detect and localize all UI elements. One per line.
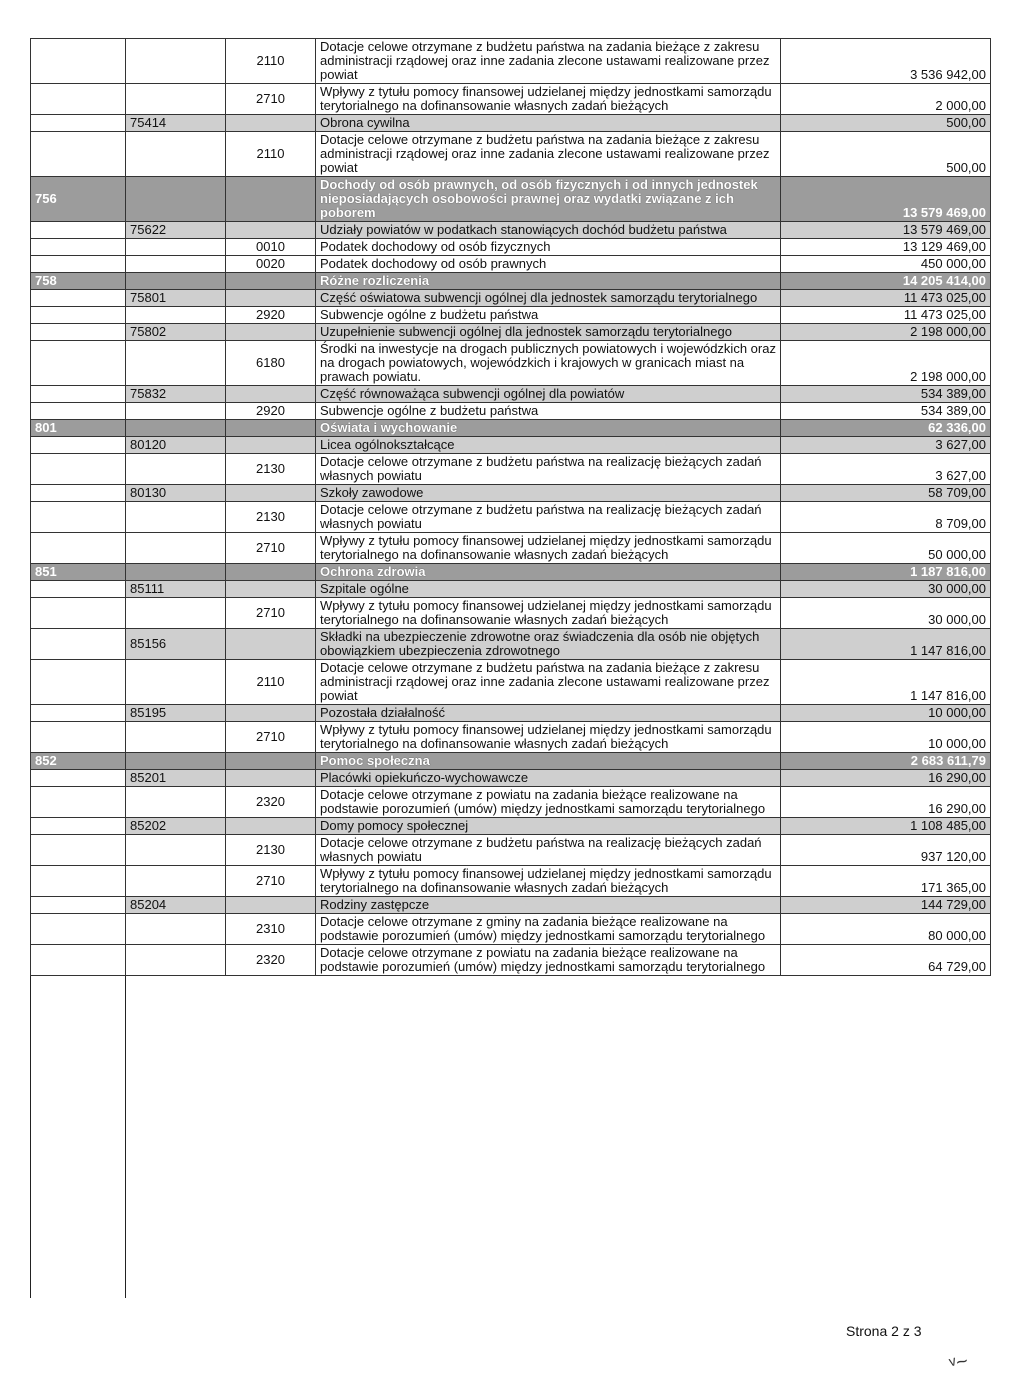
description: Pozostała działalność (316, 705, 781, 722)
division-code (31, 945, 126, 976)
paragraph-row (31, 914, 991, 945)
division-code (31, 705, 126, 722)
paragraph-code (226, 770, 316, 787)
paragraph-code: 2710 (226, 866, 316, 897)
chapter-code (126, 239, 226, 256)
paragraph-row (31, 84, 991, 115)
amount: 30 000,00 (781, 598, 991, 629)
chapter-code: 85111 (126, 581, 226, 598)
description: Różne rozliczenia (316, 273, 781, 290)
paragraph-row (31, 132, 991, 177)
amount: 11 473 025,00 (781, 290, 991, 307)
paragraph-code (226, 420, 316, 437)
chapter-code: 75832 (126, 386, 226, 403)
description: Obrona cywilna (316, 115, 781, 132)
paragraph-row (31, 533, 991, 564)
paragraph-row (31, 787, 991, 818)
paragraph-code (226, 564, 316, 581)
paragraph-code: 2130 (226, 835, 316, 866)
amount: 3 627,00 (781, 437, 991, 454)
division-code (31, 581, 126, 598)
amount: 10 000,00 (781, 705, 991, 722)
description: Szkoły zawodowe (316, 485, 781, 502)
chapter-code (126, 598, 226, 629)
division-code (31, 629, 126, 660)
description: Dotacje celowe otrzymane z budżetu państwa na zadania bieżące z zakresu administracji rządowej oraz inne zadania zlecone ustawami realizowane przez powiat (316, 39, 781, 84)
chapter-code (126, 132, 226, 177)
paragraph-row (31, 835, 991, 866)
budget-income-table (30, 38, 991, 976)
division-code (31, 239, 126, 256)
chapter-row (31, 177, 991, 222)
chapter-code (126, 273, 226, 290)
division-code (31, 132, 126, 177)
paragraph-code: 2310 (226, 914, 316, 945)
division-code (31, 533, 126, 564)
division-code (31, 914, 126, 945)
paragraph-code: 2710 (226, 598, 316, 629)
chapter-code: 75801 (126, 290, 226, 307)
chapter-code: 80120 (126, 437, 226, 454)
division-code (31, 115, 126, 132)
chapter-code: 75802 (126, 324, 226, 341)
amount: 50 000,00 (781, 533, 991, 564)
subchapter-row (31, 629, 991, 660)
amount: 80 000,00 (781, 914, 991, 945)
description: Ochrona zdrowia (316, 564, 781, 581)
paragraph-row (31, 403, 991, 420)
paragraph-code: 2920 (226, 403, 316, 420)
description: Dochody od osób prawnych, od osób fizycznych i od innych jednostek nieposiadających osobowości prawnej oraz wydatki związane z ich poborem (316, 177, 781, 222)
subchapter-row (31, 437, 991, 454)
description: Wpływy z tytułu pomocy finansowej udzielanej między jednostkami samorządu terytorialnego na dofinansowanie własnych zadań bieżących (316, 533, 781, 564)
amount: 10 000,00 (781, 722, 991, 753)
chapter-code (126, 420, 226, 437)
amount: 2 000,00 (781, 84, 991, 115)
amount: 1 187 816,00 (781, 564, 991, 581)
paragraph-code (226, 581, 316, 598)
paragraph-code (226, 222, 316, 239)
subchapter-row (31, 770, 991, 787)
paragraph-code (226, 386, 316, 403)
division-code (31, 84, 126, 115)
description: Część oświatowa subwencji ogólnej dla jednostek samorządu terytorialnego (316, 290, 781, 307)
chapter-code (126, 787, 226, 818)
amount: 450 000,00 (781, 256, 991, 273)
paragraph-row (31, 945, 991, 976)
subchapter-row (31, 581, 991, 598)
description: Dotacje celowe otrzymane z budżetu państwa na realizację bieżących zadań własnych powiatu (316, 502, 781, 533)
amount: 13 129 469,00 (781, 239, 991, 256)
description: Środki na inwestycje na drogach publicznych powiatowych i wojewódzkich oraz na drogach powiatowych, wojewódzkich i krajowych w granicach miast na prawach powiatu. (316, 341, 781, 386)
division-code (31, 403, 126, 420)
amount: 1 147 816,00 (781, 629, 991, 660)
paragraph-row (31, 341, 991, 386)
division-code (31, 660, 126, 705)
amount: 1 108 485,00 (781, 818, 991, 835)
amount: 2 198 000,00 (781, 341, 991, 386)
subchapter-row (31, 705, 991, 722)
paragraph-code (226, 753, 316, 770)
page-number: Strona 2 z 3 (846, 1323, 922, 1339)
amount: 16 290,00 (781, 770, 991, 787)
description: Placówki opiekuńczo-wychowawcze (316, 770, 781, 787)
paragraph-code: 0010 (226, 239, 316, 256)
chapter-code (126, 564, 226, 581)
description: Dotacje celowe otrzymane z budżetu państwa na realizację bieżących zadań własnych powiatu (316, 835, 781, 866)
subchapter-row (31, 897, 991, 914)
paragraph-row (31, 454, 991, 485)
paragraph-row (31, 39, 991, 84)
amount: 144 729,00 (781, 897, 991, 914)
paragraph-code (226, 705, 316, 722)
paragraph-code: 2320 (226, 787, 316, 818)
division-code (31, 787, 126, 818)
paragraph-row (31, 722, 991, 753)
subchapter-row (31, 115, 991, 132)
amount: 13 579 469,00 (781, 222, 991, 239)
division-code (31, 897, 126, 914)
division-code (31, 386, 126, 403)
division-code (31, 722, 126, 753)
description: Podatek dochodowy od osób prawnych (316, 256, 781, 273)
chapter-code (126, 256, 226, 273)
division-code (31, 324, 126, 341)
description: Uzupełnienie subwencji ogólnej dla jednostek samorządu terytorialnego (316, 324, 781, 341)
chapter-code (126, 866, 226, 897)
chapter-code: 85156 (126, 629, 226, 660)
subchapter-row (31, 818, 991, 835)
amount: 534 389,00 (781, 403, 991, 420)
chapter-code: 75414 (126, 115, 226, 132)
paragraph-code (226, 273, 316, 290)
division-code (31, 222, 126, 239)
paragraph-row (31, 256, 991, 273)
paragraph-code: 2110 (226, 132, 316, 177)
paragraph-code: 2920 (226, 307, 316, 324)
amount: 534 389,00 (781, 386, 991, 403)
division-code (31, 598, 126, 629)
division-code (31, 502, 126, 533)
chapter-code (126, 835, 226, 866)
description: Składki na ubezpieczenie zdrowotne oraz świadczenia dla osób nie objętych obowiązkiem ubezpieczenia zdrowotnego (316, 629, 781, 660)
division-code (31, 437, 126, 454)
amount: 8 709,00 (781, 502, 991, 533)
amount: 500,00 (781, 132, 991, 177)
chapter-code: 80130 (126, 485, 226, 502)
division-code (31, 307, 126, 324)
paragraph-row (31, 307, 991, 324)
amount: 11 473 025,00 (781, 307, 991, 324)
paragraph-row (31, 502, 991, 533)
division-code (31, 290, 126, 307)
division-code: 851 (31, 564, 126, 581)
paragraph-code: 2710 (226, 722, 316, 753)
division-code (31, 341, 126, 386)
budget-table-body (31, 39, 991, 976)
chapter-code: 85204 (126, 897, 226, 914)
chapter-code (126, 722, 226, 753)
subchapter-row (31, 485, 991, 502)
amount: 14 205 414,00 (781, 273, 991, 290)
paragraph-code (226, 897, 316, 914)
description: Dotacje celowe otrzymane z gminy na zadania bieżące realizowane na podstawie porozumień (umów) między jednostkami samorządu terytorialnego (316, 914, 781, 945)
division-code: 801 (31, 420, 126, 437)
amount: 500,00 (781, 115, 991, 132)
chapter-code (126, 502, 226, 533)
chapter-code (126, 39, 226, 84)
description: Oświata i wychowanie (316, 420, 781, 437)
paragraph-code: 2110 (226, 39, 316, 84)
chapter-code: 85202 (126, 818, 226, 835)
chapter-row (31, 273, 991, 290)
paragraph-code (226, 115, 316, 132)
amount: 30 000,00 (781, 581, 991, 598)
description: Subwencje ogólne z budżetu państwa (316, 403, 781, 420)
paragraph-code (226, 324, 316, 341)
paragraph-code: 2130 (226, 454, 316, 485)
paragraph-code (226, 177, 316, 222)
amount: 2 198 000,00 (781, 324, 991, 341)
description: Dotacje celowe otrzymane z powiatu na zadania bieżące realizowane na podstawie porozumień (umów) między jednostkami samorządu terytorialnego (316, 787, 781, 818)
amount: 1 147 816,00 (781, 660, 991, 705)
amount: 62 336,00 (781, 420, 991, 437)
amount: 2 683 611,79 (781, 753, 991, 770)
amount: 16 290,00 (781, 787, 991, 818)
chapter-code (126, 914, 226, 945)
paragraph-row (31, 239, 991, 256)
description: Wpływy z tytułu pomocy finansowej udzielanej między jednostkami samorządu terytorialnego na dofinansowanie własnych zadań bieżących (316, 866, 781, 897)
chapter-code: 85195 (126, 705, 226, 722)
paragraph-code: 2110 (226, 660, 316, 705)
description: Dotacje celowe otrzymane z budżetu państwa na realizację bieżących zadań własnych powiatu (316, 454, 781, 485)
description: Dotacje celowe otrzymane z budżetu państwa na zadania bieżące z zakresu administracji rządowej oraz inne zadania zlecone ustawami realizowane przez powiat (316, 660, 781, 705)
division-code (31, 818, 126, 835)
description: Wpływy z tytułu pomocy finansowej udzielanej między jednostkami samorządu terytorialnego na dofinansowanie własnych zadań bieżących (316, 722, 781, 753)
division-code: 852 (31, 753, 126, 770)
description: Dotacje celowe otrzymane z budżetu państwa na zadania bieżące z zakresu administracji rządowej oraz inne zadania zlecone ustawami realizowane przez powiat (316, 132, 781, 177)
division-code: 756 (31, 177, 126, 222)
division-code (31, 485, 126, 502)
chapter-row (31, 564, 991, 581)
chapter-row (31, 753, 991, 770)
paragraph-code: 0020 (226, 256, 316, 273)
subchapter-row (31, 222, 991, 239)
description: Licea ogólnokształcące (316, 437, 781, 454)
division-code (31, 770, 126, 787)
chapter-code (126, 403, 226, 420)
chapter-code (126, 84, 226, 115)
signature-mark: ᵛ~ (947, 1350, 971, 1376)
division-code (31, 39, 126, 84)
paragraph-code: 2710 (226, 84, 316, 115)
division-code (31, 835, 126, 866)
division-code: 758 (31, 273, 126, 290)
description: Wpływy z tytułu pomocy finansowej udzielanej między jednostkami samorządu terytorialnego na dofinansowanie własnych zadań bieżących (316, 84, 781, 115)
paragraph-row (31, 598, 991, 629)
paragraph-code (226, 629, 316, 660)
description: Dotacje celowe otrzymane z powiatu na zadania bieżące realizowane na podstawie porozumień (umów) między jednostkami samorządu terytorialnego (316, 945, 781, 976)
description: Część równoważąca subwencji ogólnej dla powiatów (316, 386, 781, 403)
division-code (31, 866, 126, 897)
description: Podatek dochodowy od osób fizycznych (316, 239, 781, 256)
subchapter-row (31, 324, 991, 341)
amount: 3 627,00 (781, 454, 991, 485)
description: Pomoc społeczna (316, 753, 781, 770)
chapter-code (126, 945, 226, 976)
amount: 58 709,00 (781, 485, 991, 502)
chapter-code (126, 307, 226, 324)
chapter-code (126, 454, 226, 485)
amount: 937 120,00 (781, 835, 991, 866)
paragraph-code: 2130 (226, 502, 316, 533)
chapter-code: 85201 (126, 770, 226, 787)
chapter-code (126, 177, 226, 222)
paragraph-row (31, 660, 991, 705)
paragraph-code: 2320 (226, 945, 316, 976)
description: Udziały powiatów w podatkach stanowiących dochód budżetu państwa (316, 222, 781, 239)
paragraph-code: 6180 (226, 341, 316, 386)
paragraph-code (226, 437, 316, 454)
subchapter-row (31, 290, 991, 307)
chapter-code (126, 533, 226, 564)
chapter-code: 75622 (126, 222, 226, 239)
amount: 13 579 469,00 (781, 177, 991, 222)
division-code (31, 454, 126, 485)
amount: 3 536 942,00 (781, 39, 991, 84)
division-code (31, 256, 126, 273)
chapter-code (126, 660, 226, 705)
chapter-row (31, 420, 991, 437)
paragraph-code: 2710 (226, 533, 316, 564)
amount: 171 365,00 (781, 866, 991, 897)
paragraph-row (31, 866, 991, 897)
description: Domy pomocy społecznej (316, 818, 781, 835)
chapter-code (126, 753, 226, 770)
subchapter-row (31, 386, 991, 403)
paragraph-code (226, 818, 316, 835)
paragraph-code (226, 485, 316, 502)
description: Subwencje ogólne z budżetu państwa (316, 307, 781, 324)
description: Wpływy z tytułu pomocy finansowej udzielanej między jednostkami samorządu terytorialnego na dofinansowanie własnych zadań bieżących (316, 598, 781, 629)
amount: 64 729,00 (781, 945, 991, 976)
description: Rodziny zastępcze (316, 897, 781, 914)
paragraph-code (226, 290, 316, 307)
description: Szpitale ogólne (316, 581, 781, 598)
chapter-code (126, 341, 226, 386)
